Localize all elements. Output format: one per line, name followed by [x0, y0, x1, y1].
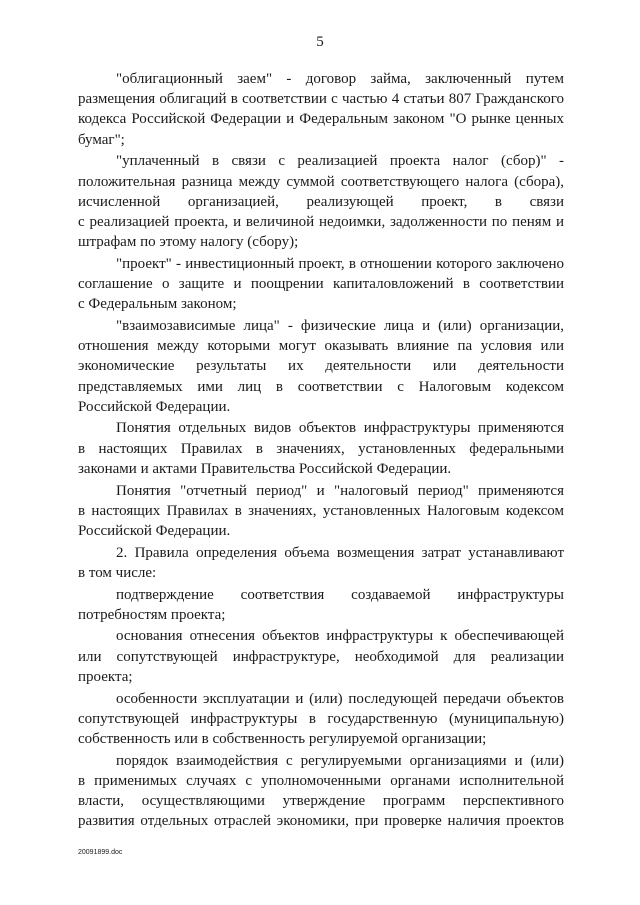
text-line: отношения между которыми могут оказывать влияние па условия или	[78, 338, 564, 355]
text-line: в настоящих Правилах в значениях, установленных Налоговым кодексом	[78, 502, 564, 519]
paragraph	[78, 689, 564, 750]
paragraph	[78, 585, 564, 625]
document-filename-footer: 20091899.doc	[78, 849, 123, 856]
text-line: соглашение о защите и поощрении капиталовложений в соответствии	[78, 276, 564, 293]
text-line: кодекса Российской Федерации и Федеральным законом "О рынке ценных	[78, 111, 564, 128]
text-line: проекта;	[78, 668, 133, 685]
text-line: Российской Федерации.	[78, 522, 231, 539]
text-line: положительная разница между суммой соответствующего налога (сбора),	[78, 173, 564, 190]
text-line: штрафам по этому налогу (сбору);	[78, 234, 299, 251]
paragraph	[78, 254, 564, 315]
text-line: потребностям проекта;	[78, 606, 226, 623]
text-line: собственность или в собственность регулируемой организации;	[78, 731, 487, 747]
text-line: исчисленной организацией, реализующей проект, в связи	[78, 193, 564, 210]
text-line: особенности эксплуатации и (или) последующей передачи объектов	[116, 690, 564, 707]
paragraph	[78, 316, 564, 417]
text-line: 2. Правила определения объема возмещения затрат устанавливают	[116, 544, 564, 561]
paragraph	[78, 481, 564, 542]
text-line: власти, осуществляющими утверждение программ перспективного	[78, 793, 564, 810]
text-line: Российской Федерации.	[78, 398, 231, 415]
paragraph	[78, 69, 564, 150]
paragraph	[78, 418, 564, 479]
paragraph	[78, 751, 564, 832]
text-line: с реализацией проекта, и величиной недоимки, задолженности по пеням и	[78, 213, 564, 230]
text-line: в применимых случаях с уполномоченными органами исполнительной	[78, 772, 564, 789]
text-line: "облигационный заем" - договор займа, заключенный путем	[116, 71, 564, 87]
text-line: основания отнесения объектов инфраструктуры к обеспечивающей	[116, 628, 564, 645]
text-line: Понятия "отчетный период" и "налоговый период" применяются	[116, 482, 564, 499]
page-number: 5	[316, 34, 324, 50]
text-line: представляемых ими лиц в соответствии с Налоговым кодексом	[78, 378, 564, 395]
text-line: подтверждение соответствия создаваемой инфраструктуры	[116, 586, 564, 603]
text-line: "уплаченный в связи с реализацией проекта налог (сбор)" -	[116, 153, 564, 170]
text-line: бумаг";	[78, 131, 125, 148]
paragraph-spacer	[78, 832, 564, 834]
text-line: развития отдельных отраслей экономики, при проверке наличия проектов	[78, 813, 564, 830]
text-line: экономические результаты их деятельности или деятельности	[78, 358, 564, 375]
text-line: "проект" - инвестиционный проект, в отношении которого заключено	[116, 255, 564, 272]
text-line: размещения облигаций в соответствии с частью 4 статьи 807 Гражданского	[78, 91, 564, 108]
text-line: сопутствующей инфраструктуры в государственную (муниципальную)	[78, 710, 564, 727]
text-line: в настоящих Правилах в значениях, установленных федеральными	[78, 440, 564, 457]
paragraph	[78, 626, 564, 687]
document-body	[78, 69, 564, 833]
paragraph	[78, 543, 564, 583]
text-line: законами и актами Правительства Российской Федерации.	[78, 460, 452, 477]
text-line: Понятия отдельных видов объектов инфраструктуры применяются	[116, 420, 564, 437]
text-line: или сопутствующей инфраструктуре, необходимой для реализации	[78, 648, 564, 665]
text-line: порядок взаимодействия с регулируемыми организациями и (или)	[116, 752, 564, 769]
text-line: с Федеральным законом;	[78, 296, 237, 313]
text-line: "взаимозависимые лица" - физические лица и (или) организации,	[116, 317, 564, 334]
paragraph	[78, 151, 564, 252]
text-line: в том числе:	[78, 564, 157, 581]
